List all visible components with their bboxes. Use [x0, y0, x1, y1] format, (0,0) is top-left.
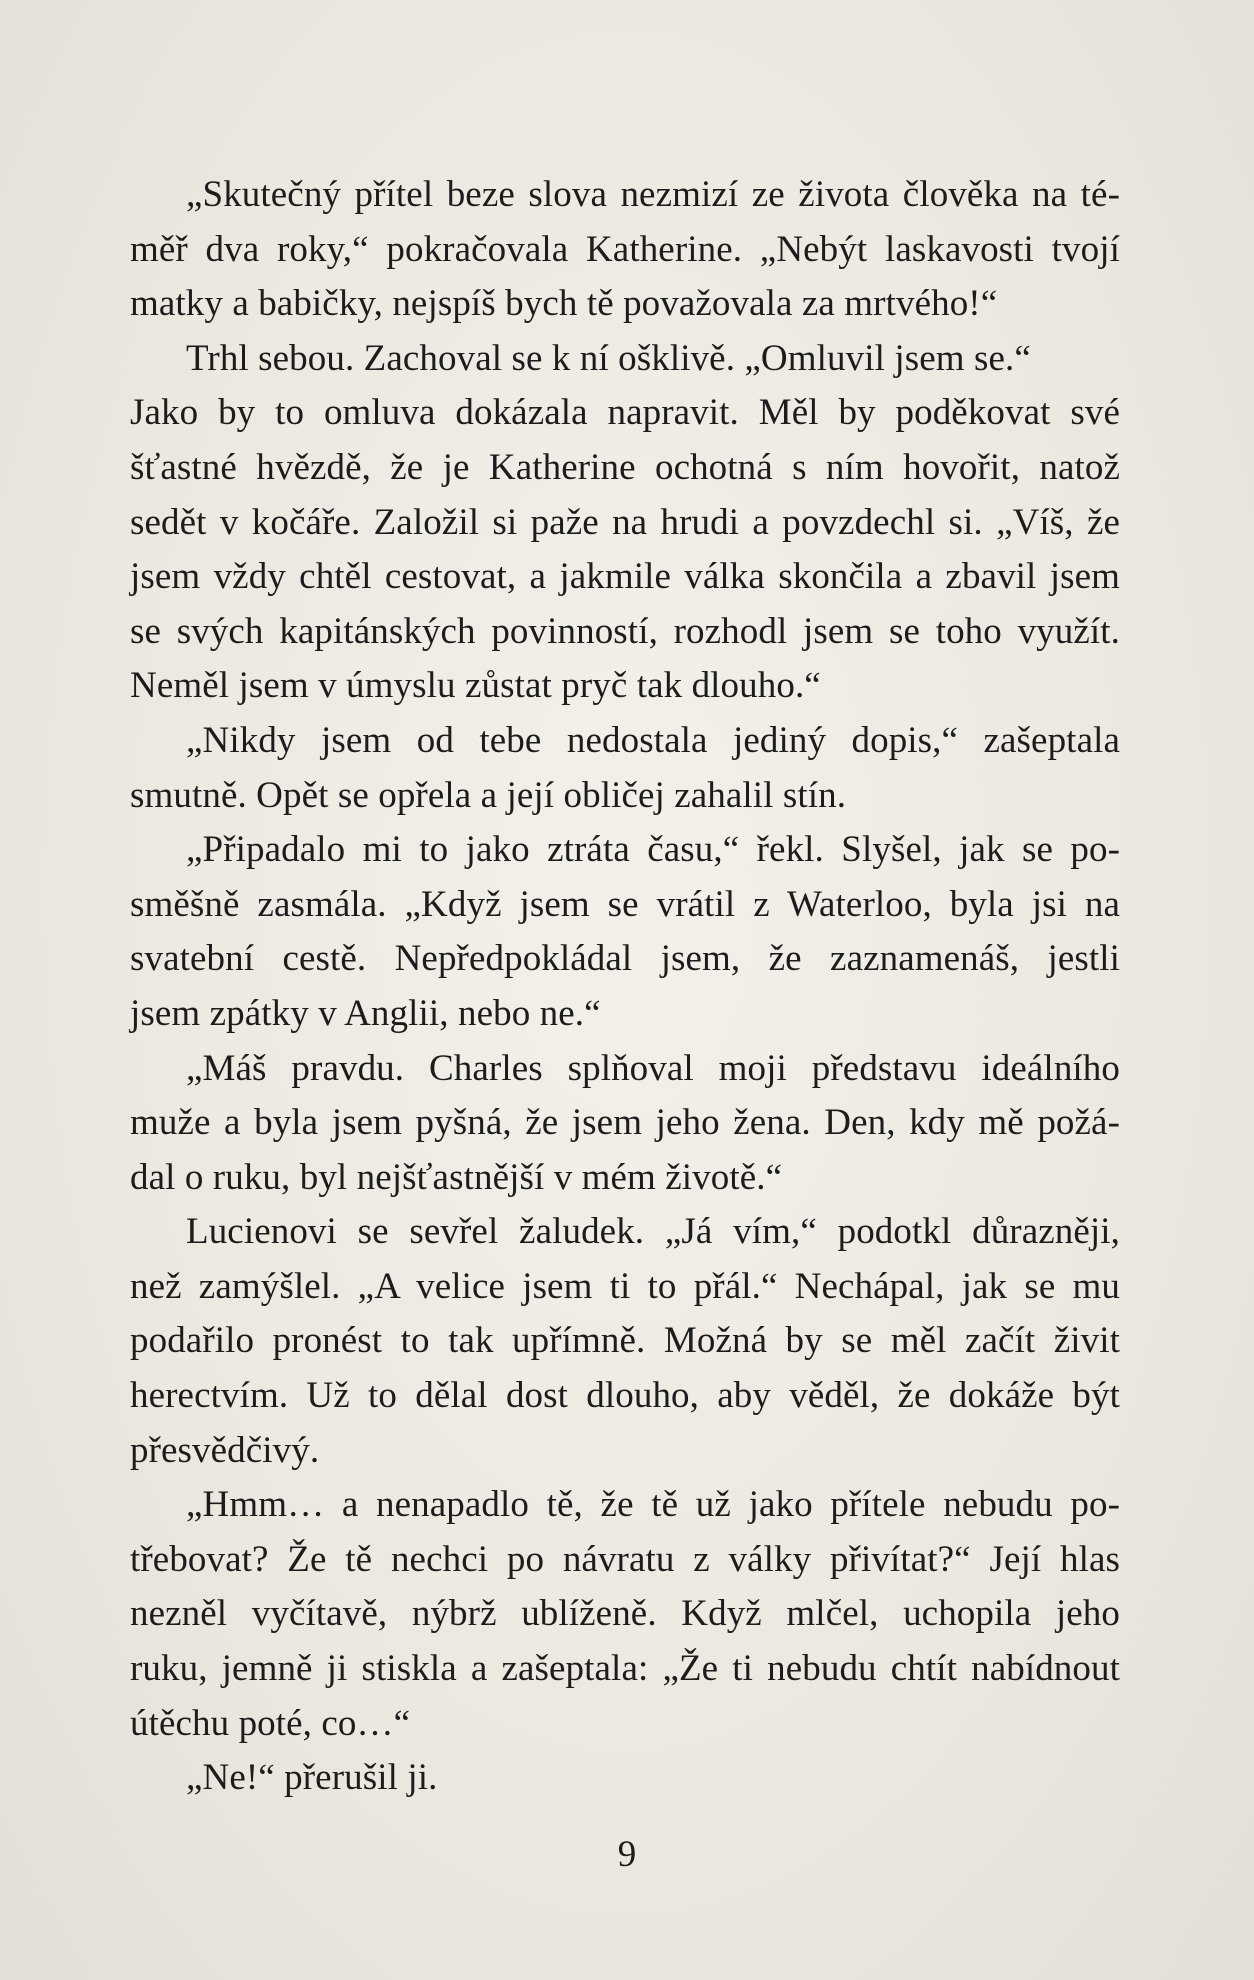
text-line: svatební cestě. Nepředpokládal jsem, že zaznamenáš, jestli	[130, 938, 1120, 980]
text-line: se svých kapitánských povinností, rozhodl jsem se toho využít.	[130, 610, 1120, 652]
text-line: útěchu poté, co…“	[130, 1702, 411, 1744]
text-line: „Nikdy jsem od tebe nedostala jediný dopis,“ zašeptala	[186, 719, 1120, 761]
text-line: nezněl vyčítavě, nýbrž ublíženě. Když mlčel, uchopila jeho	[130, 1593, 1120, 1635]
text-line: sedět v kočáře. Založil si paže na hrudi a povzdechl si. „Víš, že	[130, 501, 1120, 543]
text-line: přesvědčivý.	[130, 1429, 320, 1471]
book-page-text	[130, 168, 1120, 1806]
text-line: ruku, jemně ji stiskla a zašeptala: „Že ti nebudu chtít nabídnout	[130, 1648, 1120, 1690]
text-line: než zamýšlel. „A velice jsem ti to přál.“ Nechápal, jak se mu	[130, 1265, 1120, 1307]
text-line: „Ne!“ přerušil ji.	[186, 1757, 438, 1799]
page-number: 9	[617, 1834, 637, 1875]
text-line: smutně. Opět se opřela a její obličej zahalil stín.	[130, 774, 847, 816]
text-line: herectvím. Už to dělal dost dlouho, aby věděl, že dokáže být	[130, 1375, 1120, 1417]
text-line: Trhl sebou. Zachoval se k ní ošklivě. „Omluvil jsem se.“	[186, 337, 1031, 379]
text-line: matky a babičky, nejspíš bych tě považovala za mrtvého!“	[130, 283, 998, 325]
text-line: třebovat? Že tě nechci po návratu z války přivítat?“ Její hlas	[130, 1538, 1120, 1580]
text-line: „Skutečný přítel beze slova nezmizí ze života člověka na té-	[186, 174, 1120, 215]
text-line: „Máš pravdu. Charles splňoval moji představu ideálního	[186, 1047, 1120, 1089]
text-line: jsem zpátky v Anglii, nebo ne.“	[130, 992, 601, 1034]
text-line: Jako by to omluva dokázala napravit. Měl by poděkovat své	[130, 392, 1120, 434]
text-line: šťastné hvězdě, že je Katherine ochotná s ním hovořit, natož	[130, 446, 1120, 488]
text-line: muže a byla jsem pyšná, že jsem jeho žena. Den, kdy mě požá-	[130, 1102, 1120, 1144]
text-line: dal o ruku, byl nejšťastnější v mém životě.“	[130, 1156, 783, 1198]
text-line: Lucienovi se sevřel žaludek. „Já vím,“ podotkl důrazněji,	[186, 1211, 1120, 1253]
text-line: „Připadalo mi to jako ztráta času,“ řekl. Slyšel, jak se po-	[186, 829, 1120, 871]
text-line: jsem vždy chtěl cestovat, a jakmile válka skončila a zbavil jsem	[130, 556, 1120, 598]
text-line: podařilo pronést to tak upřímně. Možná by se měl začít živit	[130, 1320, 1120, 1362]
text-line: měř dva roky,“ pokračovala Katherine. „Nebýt laskavosti tvojí	[130, 228, 1120, 270]
text-line: směšně zasmála. „Když jsem se vrátil z Waterloo, byla jsi na	[130, 883, 1120, 925]
text-line: „Hmm… a nenapadlo tě, že tě už jako přítele nebudu po-	[186, 1484, 1120, 1526]
text-line: Neměl jsem v úmyslu zůstat pryč tak dlouho.“	[130, 665, 821, 707]
